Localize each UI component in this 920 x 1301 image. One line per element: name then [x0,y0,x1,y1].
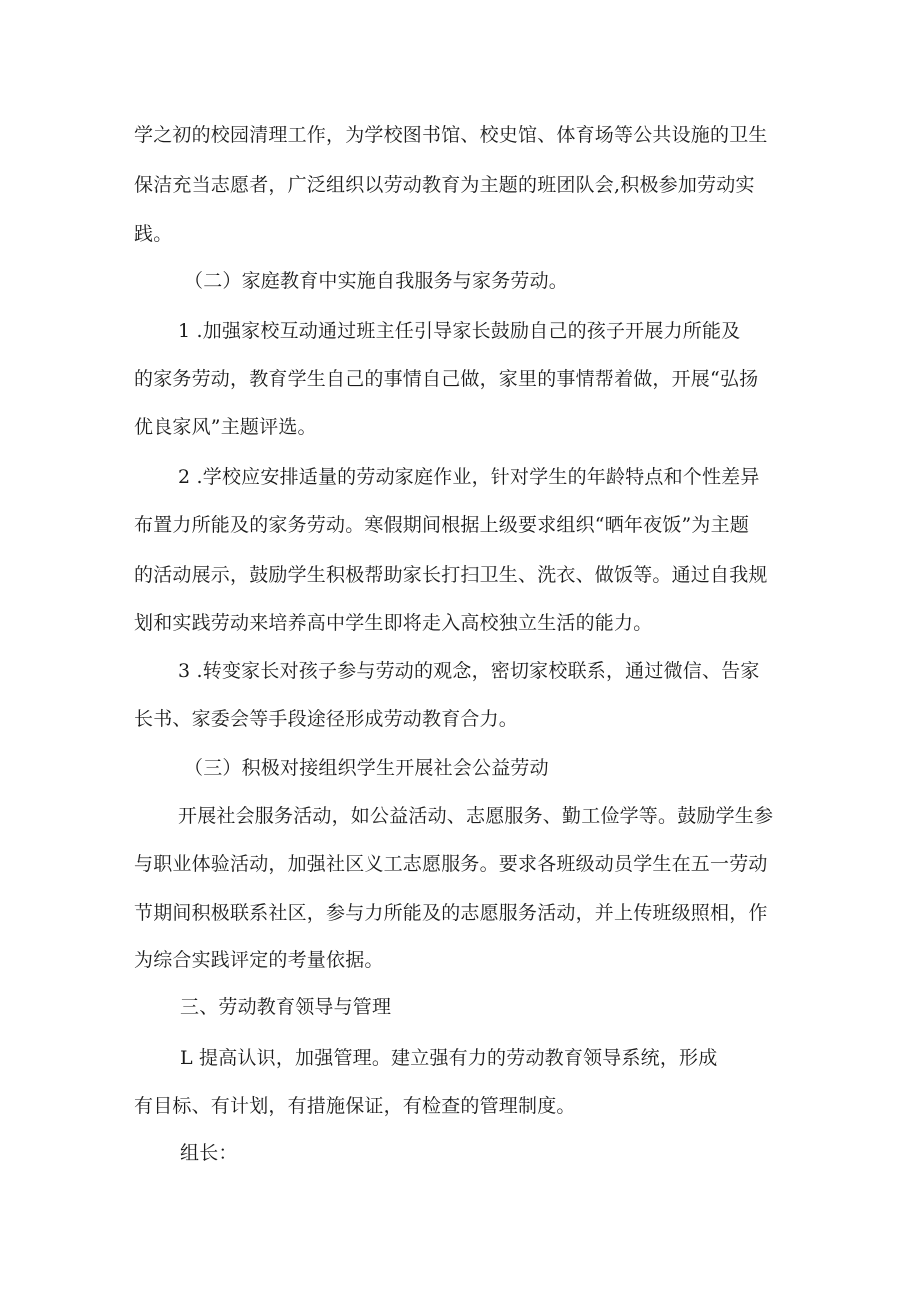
text-line: 布置力所能及的家务劳动。寒假期间根据上级要求组织“晒年夜饭”为主题 [134,514,750,536]
text-line: 3 .转变家长对孩子参与劳动的观念，密切家校联系，通过微信、告家 [178,660,760,682]
text-line: 的家务劳动，教育学生自己的事情自己做，家里的事情帮着做，开展“弘扬 [134,368,759,390]
text-line: 1 .加强家校互动通过班主任引导家长鼓励自己的孩子开展力所能及 [178,320,741,342]
text-line: 与职业体验活动，加强社区义工志愿服务。要求各班级动员学生在五一劳动 [134,853,768,875]
section-heading: 三、劳动教育领导与管理 [180,996,392,1018]
text-line: 为综合实践评定的考量依据。 [134,949,384,971]
text-line: 划和实践劳动来培养高中学生即将走入高校独立生活的能力。 [134,612,653,634]
text-line: 的活动展示，鼓励学生积极帮助家长打扫卫生、洗衣、做饭等。通过自我规 [134,564,768,586]
text-line: 节期间积极联系社区，参与力所能及的志愿服务活动，并上传班级照相，作 [134,902,768,924]
text-line: 长书、家委会等手段途径形成劳动教育合力。 [134,708,519,730]
text-line: 开展社会服务活动，如公益活动、志愿服务、勤工俭学等。鼓励学生参 [178,805,774,827]
text-line: 保洁充当志愿者，广泛组织以劳动教育为主题的班团队会,积极参加劳动实 [134,174,755,196]
text-line: 有目标、有计划，有措施保证，有检查的管理制度。 [134,1095,576,1117]
text-line: 组长： [180,1142,238,1164]
section-heading: （三）积极对接组织学生开展社会公益劳动 [184,757,549,779]
text-line: 2 .学校应安排适量的劳动家庭作业，针对学生的年龄特点和个性差异 [178,466,760,488]
text-line: L 提高认识，加强管理。建立强有力的劳动教育领导系统，形成 [180,1047,718,1069]
text-line: 践。 [134,223,173,245]
section-heading: （二）家庭教育中实施自我服务与家务劳动。 [184,270,569,292]
text-line: 学之初的校园清理工作，为学校图书馆、校史馆、体育场等公共设施的卫生 [134,124,768,146]
text-line: 优良家风”主题评选。 [134,416,317,438]
